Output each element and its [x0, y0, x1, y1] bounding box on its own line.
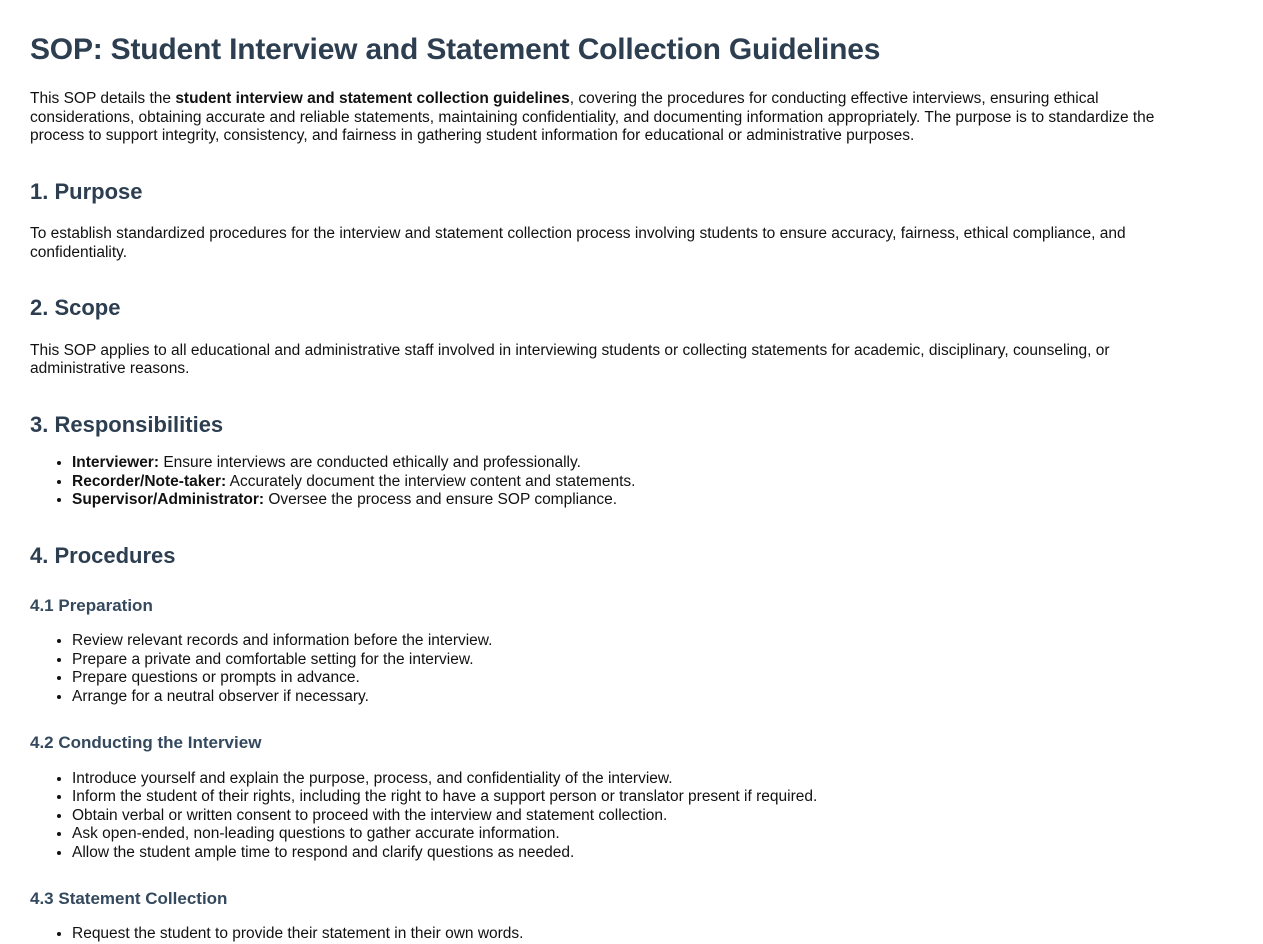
subsection-heading-preparation: 4.1 Preparation	[30, 596, 153, 615]
section-heading-procedures: 4. Procedures	[30, 542, 176, 568]
section-paragraph-scope: This SOP applies to all educational and administrative staff involved in interviewing students or collecting statements for academic, disciplinary, counseling, or administrative reasons.	[30, 341, 1110, 377]
preparation-list	[30, 632, 1193, 706]
list-item-text: Ensure interviews are conducted ethically and professionally.	[159, 454, 581, 471]
section-heading-responsibilities: 3. Responsibilities	[30, 411, 224, 437]
section-heading-scope: 2. Scope	[30, 295, 121, 320]
list-item: • Prepare questions or prompts in advance.	[72, 669, 1193, 688]
list-item: • Prepare a private and comfortable setting for the interview.	[72, 651, 1193, 670]
list-item: • Request the student to provide their statement in their own words.	[72, 925, 1193, 944]
list-item: • Inform the student of their rights, including the right to have a support person or translator present if required.	[72, 788, 1193, 807]
conducting-interview-list	[30, 770, 1193, 863]
intro-emphasis: student interview and statement collection guidelines	[175, 90, 570, 107]
subsection-heading-conducting-the-interview: 4.2 Conducting the Interview	[30, 733, 262, 753]
section-heading-purpose: 1. Purpose	[30, 178, 143, 204]
list-item-label: Interviewer:	[72, 454, 160, 471]
section-paragraph-purpose: To establish standardized procedures for the interview and statement collection process involving students to ensure accuracy, fairness, ethical compliance, and confidentiality.	[30, 225, 1126, 261]
list-item-text: Accurately document the interview content and statements.	[226, 472, 636, 490]
list-item	[72, 454, 1193, 473]
statement-collection-list	[30, 925, 1193, 944]
list-item: • Obtain verbal or written consent to proceed with the interview and statement collection.	[72, 807, 1193, 826]
list-item: • Allow the student ample time to respond and clarify questions as needed.	[72, 844, 1193, 863]
page-title: SOP: Student Interview and Statement Collection Guidelines	[30, 33, 881, 66]
subsection-heading-statement-collection: 4.3 Statement Collection	[30, 889, 228, 908]
intro-text-before: This SOP details the	[30, 90, 176, 107]
intro-paragraph	[30, 90, 1193, 146]
list-item-label: Supervisor/Administrator:	[72, 491, 265, 508]
responsibilities-list	[30, 454, 1193, 510]
list-item-text: Oversee the process and ensure SOP compliance.	[264, 491, 618, 508]
intro-text-after: , covering the procedures for conducting effective interviews, ensuring ethical considerations, obtaining accurate and reliable statements, maintaining confidentiality, and documenting information appropriately. The purpose is to standardize the process to support integrity, consistency, and fairness in gathering student information for educational or administrative purposes.	[30, 90, 1155, 144]
list-item: • Ask open-ended, non-leading questions to gather accurate information.	[72, 825, 1193, 844]
list-item: • Review relevant records and information before the interview.	[72, 632, 1193, 651]
list-item: • Arrange for a neutral observer if necessary.	[72, 688, 1193, 707]
list-item-label: Recorder/Note-taker:	[72, 472, 227, 490]
list-item: • Introduce yourself and explain the purpose, process, and confidentiality of the interview.	[72, 770, 1193, 789]
list-item	[72, 491, 1193, 510]
list-item	[72, 473, 1193, 492]
